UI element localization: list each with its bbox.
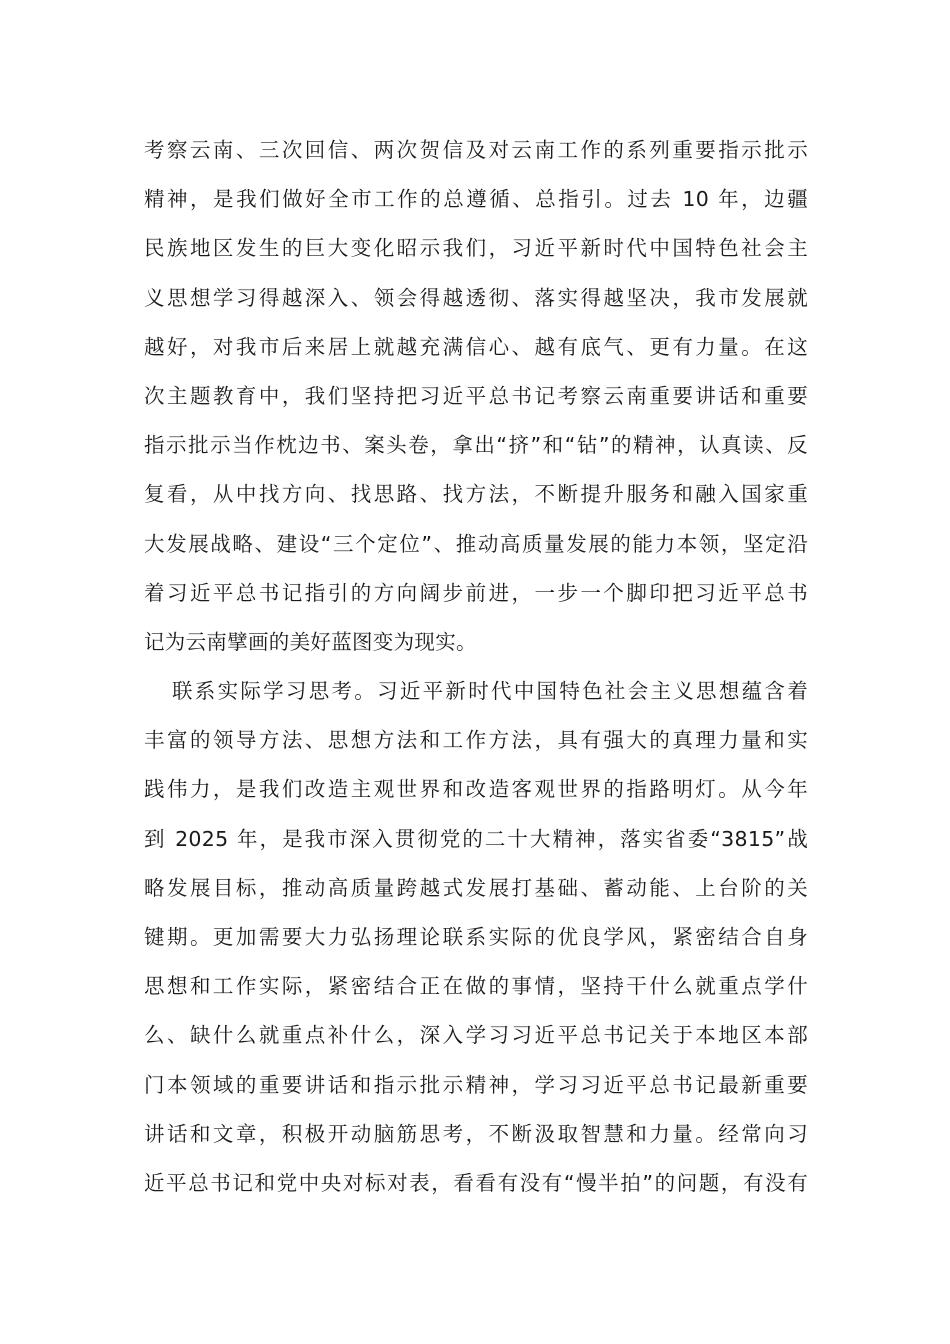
paragraph-2-line: 门本领域的重要讲话和指示批示精神，学习习近平总书记最新重要 bbox=[144, 1072, 808, 1097]
paragraph-1-line: 指示批示当作枕边书、案头卷，拿出“挤”和“钻”的精神，认真读、反 bbox=[144, 433, 808, 458]
paragraph-1-line: 记为云南擘画的美好蓝图变为现实。 bbox=[144, 629, 477, 654]
paragraph-2-line: 思想和工作实际，紧密结合正在做的事情，坚持干什么就重点学什 bbox=[144, 974, 808, 999]
paragraph-2-line: 到 2025 年，是我市深入贯彻党的二十大精神，落实省委“3815”战 bbox=[144, 826, 808, 851]
paragraph-2 bbox=[144, 667, 808, 1208]
paragraph-2-line: 联系实际学习思考。习近平新时代中国特色社会主义思想蕴含着 bbox=[172, 679, 808, 704]
document-body bbox=[144, 126, 808, 1208]
paragraph-2-line: 讲话和文章，积极开动脑筋思考，不断汲取智慧和力量。经常向习 bbox=[144, 1121, 808, 1146]
paragraph-1-line: 义思想学习得越深入、领会得越透彻、落实得越坚决，我市发展就 bbox=[144, 285, 808, 310]
paragraph-2-line: 略发展目标，推动高质量跨越式发展打基础、蓄动能、上台阶的关 bbox=[144, 875, 808, 900]
paragraph-1-line: 着习近平总书记指引的方向阔步前进，一步一个脚印把习近平总书 bbox=[144, 580, 808, 605]
paragraph-1 bbox=[144, 126, 808, 667]
paragraph-1-line: 民族地区发生的巨大变化昭示我们，习近平新时代中国特色社会主 bbox=[144, 236, 808, 261]
paragraph-1-line: 越好，对我市后来居上就越充满信心、越有底气、更有力量。在这 bbox=[144, 334, 808, 359]
paragraph-1-line: 复看，从中找方向、找思路、找方法，不断提升服务和融入国家重 bbox=[144, 482, 808, 507]
paragraph-1-line: 次主题教育中，我们坚持把习近平总书记考察云南重要讲话和重要 bbox=[144, 383, 808, 408]
paragraph-2-line: 么、缺什么就重点补什么，深入学习习近平总书记关于本地区本部 bbox=[144, 1023, 808, 1048]
paragraph-2-line: 键期。更加需要大力弘扬理论联系实际的优良学风，紧密结合自身 bbox=[144, 925, 808, 949]
paragraph-1-line: 考察云南、三次回信、两次贺信及对云南工作的系列重要指示批示 bbox=[144, 138, 808, 162]
paragraph-2-line: 近平总书记和党中央对标对表，看看有没有“慢半拍”的问题，有没有 bbox=[144, 1170, 808, 1195]
paragraph-1-line: 精神，是我们做好全市工作的总遵循、总指引。过去 10 年，边疆 bbox=[144, 187, 808, 212]
paragraph-1-line: 大发展战略、建设“三个定位”、推动高质量发展的能力本领，坚定沿 bbox=[144, 531, 808, 556]
paragraph-2-line: 践伟力，是我们改造主观世界和改造客观世界的指路明灯。从今年 bbox=[144, 777, 808, 802]
paragraph-2-line: 丰富的领导方法、思想方法和工作方法，具有强大的真理力量和实 bbox=[144, 728, 808, 753]
